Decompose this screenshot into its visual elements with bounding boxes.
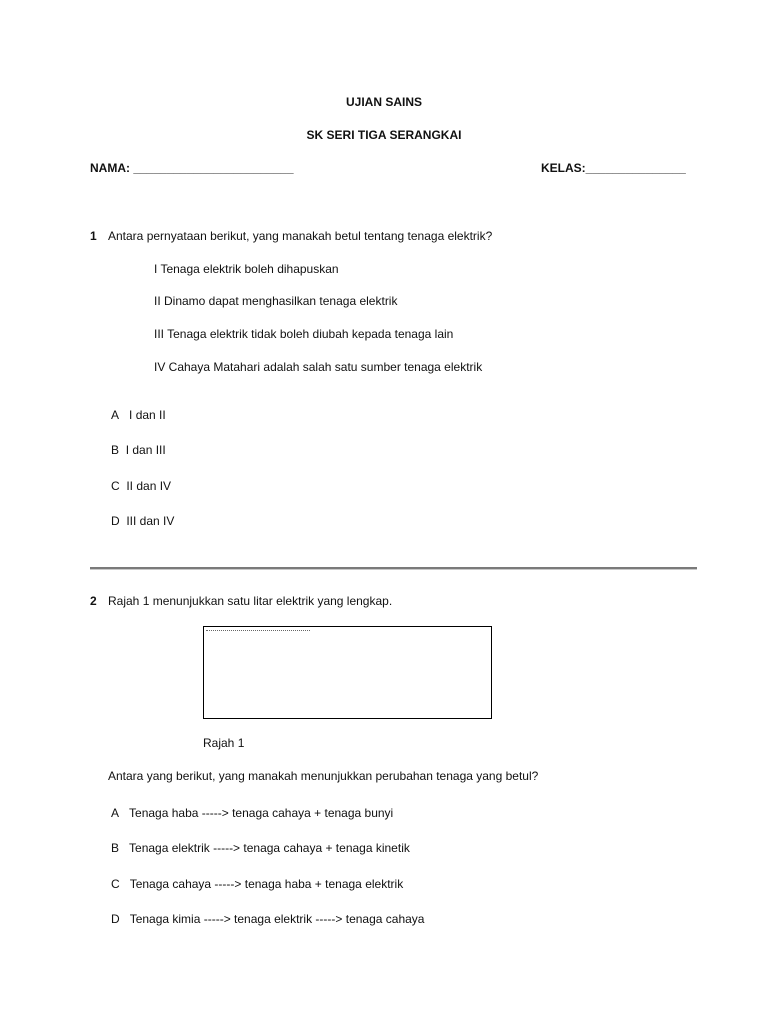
q2-option-d <box>111 912 424 926</box>
option-letter: D <box>111 514 120 528</box>
figure-caption: Rajah 1 <box>203 736 245 750</box>
option-text: II dan IV <box>126 479 172 493</box>
q1-statement-3: III Tenaga elektrik tidak boleh diubah kepada tenaga lain <box>154 327 454 341</box>
q1-option-d <box>111 514 174 528</box>
option-text: I dan III <box>125 443 166 457</box>
option-text: Tenaga cahaya -----> tenaga haba + tenaga elektrik <box>129 877 404 891</box>
option-text: Tenaga elektrik -----> tenaga cahaya + tenaga kinetik <box>129 841 410 855</box>
option-text: III dan IV <box>126 514 175 528</box>
question-1-number: 1 <box>90 229 97 243</box>
section-divider <box>90 567 697 569</box>
option-letter: C <box>111 479 120 493</box>
q1-statement-1: I Tenaga elektrik boleh dihapuskan <box>154 262 339 276</box>
option-letter: D <box>111 912 120 926</box>
q1-option-b <box>111 443 166 457</box>
q1-statement-4: IV Cahaya Matahari adalah salah satu sumber tenaga elektrik <box>154 360 483 374</box>
figure-placeholder-box <box>203 626 492 719</box>
class-field-label: KELAS:_______________ <box>541 161 686 175</box>
q1-option-c <box>111 479 171 493</box>
option-letter: B <box>111 443 120 457</box>
question-2-prompt: Antara yang berikut, yang manakah menunjukkan perubahan tenaga yang betul? <box>108 769 539 783</box>
option-text: Tenaga kimia -----> tenaga elektrik -----> tenaga cahaya <box>129 912 425 926</box>
option-text: I dan II <box>129 408 166 422</box>
question-2-text: Rajah 1 menunjukkan satu litar elektrik yang lengkap. <box>108 594 393 608</box>
option-letter: A <box>111 408 120 422</box>
option-letter: A <box>111 806 120 820</box>
q1-statement-2: II Dinamo dapat menghasilkan tenaga elektrik <box>154 294 398 308</box>
q2-option-c <box>111 877 403 891</box>
name-field-label: NAMA: ________________________ <box>90 161 294 175</box>
option-letter: B <box>111 841 120 855</box>
option-text: Tenaga haba -----> tenaga cahaya + tenaga bunyi <box>129 806 394 820</box>
question-2-number: 2 <box>90 594 97 608</box>
option-letter: C <box>111 877 120 891</box>
figure-smudge <box>206 627 310 631</box>
question-1-text: Antara pernyataan berikut, yang manakah betul tentang tenaga elektrik? <box>108 229 493 243</box>
q2-option-b <box>111 841 410 855</box>
q2-option-a <box>111 806 393 820</box>
exam-title: UJIAN SAINS <box>345 95 422 109</box>
school-name: SK SERI TIGA SERANGKAI <box>306 128 462 142</box>
q1-option-a <box>111 408 166 422</box>
